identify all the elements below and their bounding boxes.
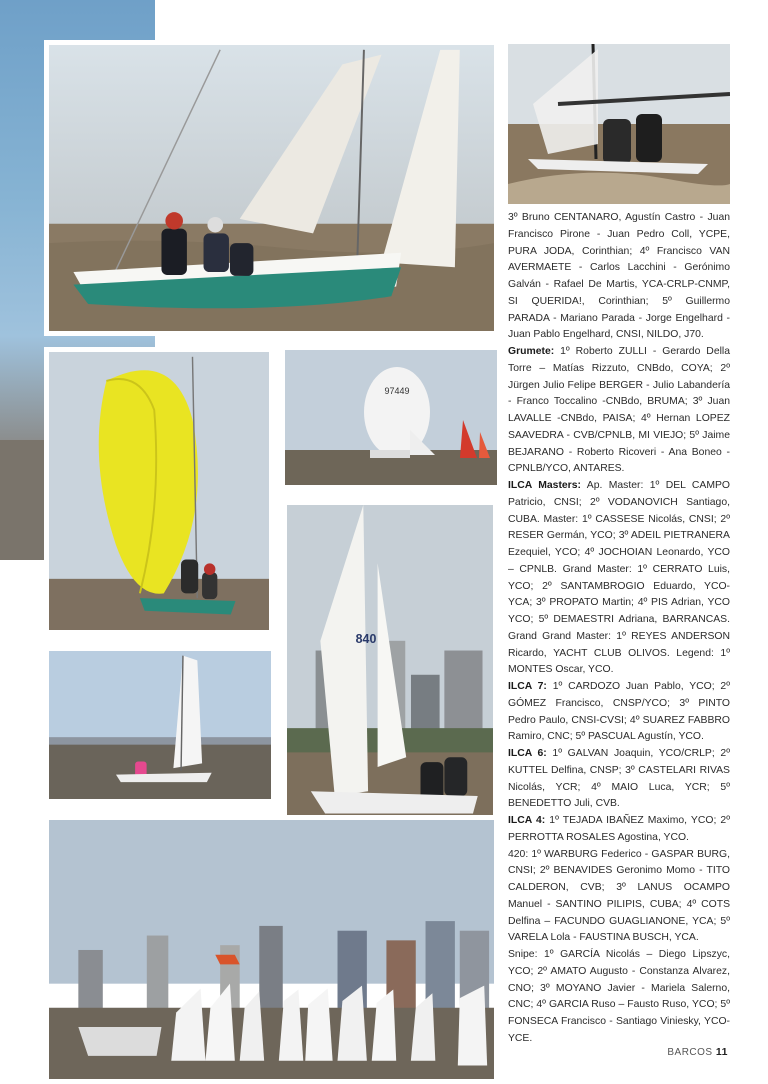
photo-catamaran (508, 44, 730, 204)
photo-white-spinnaker (285, 350, 497, 485)
heading-ilca-7: ILCA 7: (508, 681, 547, 692)
page-footer (667, 1046, 728, 1058)
paragraph-ilca-6 (508, 746, 730, 813)
paragraph-results-class-a: 3º Bruno CENTANARO, Agustín Castro - Juan Francisco Pirone - Juan Pedro Coll, YCPE, PURA JODA, Corinthian; 4º Francisco VAN AVERMAETE - Carlos Lacchini - Gerónimo Galván - Rafael De Martis, YCA-CRLP-CNMP, SI QUERIDA!, Corinthian; 5º Guillermo PARADA - Mariano Parada - Jorge Engelhard - Juan Pablo Engelhard, CNSI, NILDO, J70. (508, 212, 730, 341)
paragraph-420: 420: 1º WARBURG Federico - GASPAR BURG, CNSI; 2º BENAVIDES Geronimo Momo - TITO CALDERON, CVB; 3º LANUS OCAMPO Manuel - SANTINO PILIPIS, CUBA; 4º COTS Delfina – FACUNDO GUAGLIANONE, YCA; 5º VARELA Lola - FAUSTINA BUSCH, YCA. (508, 848, 730, 944)
photo-dinghy-city (282, 500, 498, 835)
magazine-name: BARCOS (667, 1047, 713, 1058)
heading-ilca-4: ILCA 4: (508, 815, 546, 826)
photo-fleet-skyline (44, 815, 499, 1084)
heading-grumete: Grumete: (508, 346, 555, 357)
heading-ilca-masters: ILCA Masters: (508, 480, 581, 491)
paragraph-ilca-4 (508, 813, 730, 847)
text-grumete: 1º Roberto ZULLI - Gerardo Della Torre – Matías Rizzuto, CNBdo, COYA; 2º Jürgen Julio Felipe BERGER - Julio Labandería - Franco Toccalino -CNBdo, BRUMA; 3º Juan LAVALLE -CNBdo, PAISA; 4º Hernan LOPEZ SAAVEDRA - CVB/CPNLB, MI VIEJO; 5º Jaime BEJARANO - Roberto Ricoveri - Ana Boneo -CPNLB/YCO, ANTARES. (508, 346, 730, 475)
paragraph-snipe: Snipe: 1º GARCÍA Nicolás – Diego Lipszyc, YCO; 2º AMATO Augusto - Constanza Alvarez, CNO; 3º MOYANO Javier - Mariela Salerno, CNC; 4º GARCIA Ruso – Fausto Ruso, YCO; 5º FONSECA Francisco - Santiago Viniesky, YCO- YCE. (508, 949, 730, 1044)
photo-yellow-spinnaker (44, 347, 274, 635)
photo-keelboat-crew (44, 40, 499, 336)
text-ilca-4: 1º TEJADA IBAÑEZ Maximo, YCO; 2º PERROTTA ROSALES Agostina, YCO. (508, 815, 730, 843)
text-ilca-6: 1º GALVAN Joaquin, YCO/CRLP; 2º KUTTEL Delfina, CNSP; 3º CASTELARI RIVAS Nicolás, YCR; 4º MAIO Luca, YCR; 5º BENEDETTO Juli, CVB. (508, 748, 730, 810)
text-ilca-masters: Ap. Master: 1º DEL CAMPO Patricio, CNSI; 2º VODANOVICH Santiago, CUBA. Master: 1º CASSESE Nicolás, CNSI; 2º RESER Germán, YCO; 3º ADEIL PIETRANERA Ezequiel, YCO; 4º JOCHOIAN Leonardo, YCO – CPNLB. Grand Master: 1º CERRATO Luis, YCO; 2º SANTAMBROGIO Eduardo, YCO-YCA; 3º PROPATO Martin; 4º PIS Adrian, YCO YCO; 5º DEMAESTRI Adriana, BARRANCAS. Grand Grand Master: 1º REYES ANDERSON Ricardo, YACHT CLUB OLIVOS. Legend: 1º MONTES Oscar, YCO. (508, 480, 730, 676)
paragraph-grumete (508, 344, 730, 478)
paragraph-ilca-masters (508, 478, 730, 679)
results-article (508, 210, 730, 1048)
page-number: 11 (715, 1046, 728, 1058)
heading-ilca-6: ILCA 6: (508, 748, 547, 759)
sail-number-97449: 97449 (384, 386, 410, 396)
text-ilca-7: 1º CARDOZO Juan Pablo, YCO; 2º GÓMEZ Francisco, CNSP/YCO; 3º PINTO Pedro Paulo, CNSI-CVSI; 4º SUAREZ FABBRO Ramiro, CNC; 5º PASCUAL Agustín, YCO. (508, 681, 731, 743)
background-water-strip (0, 440, 46, 560)
sail-number-840: 840 (355, 631, 377, 646)
paragraph-ilca-7 (508, 679, 730, 746)
photo-ilca-sailor (44, 646, 276, 804)
